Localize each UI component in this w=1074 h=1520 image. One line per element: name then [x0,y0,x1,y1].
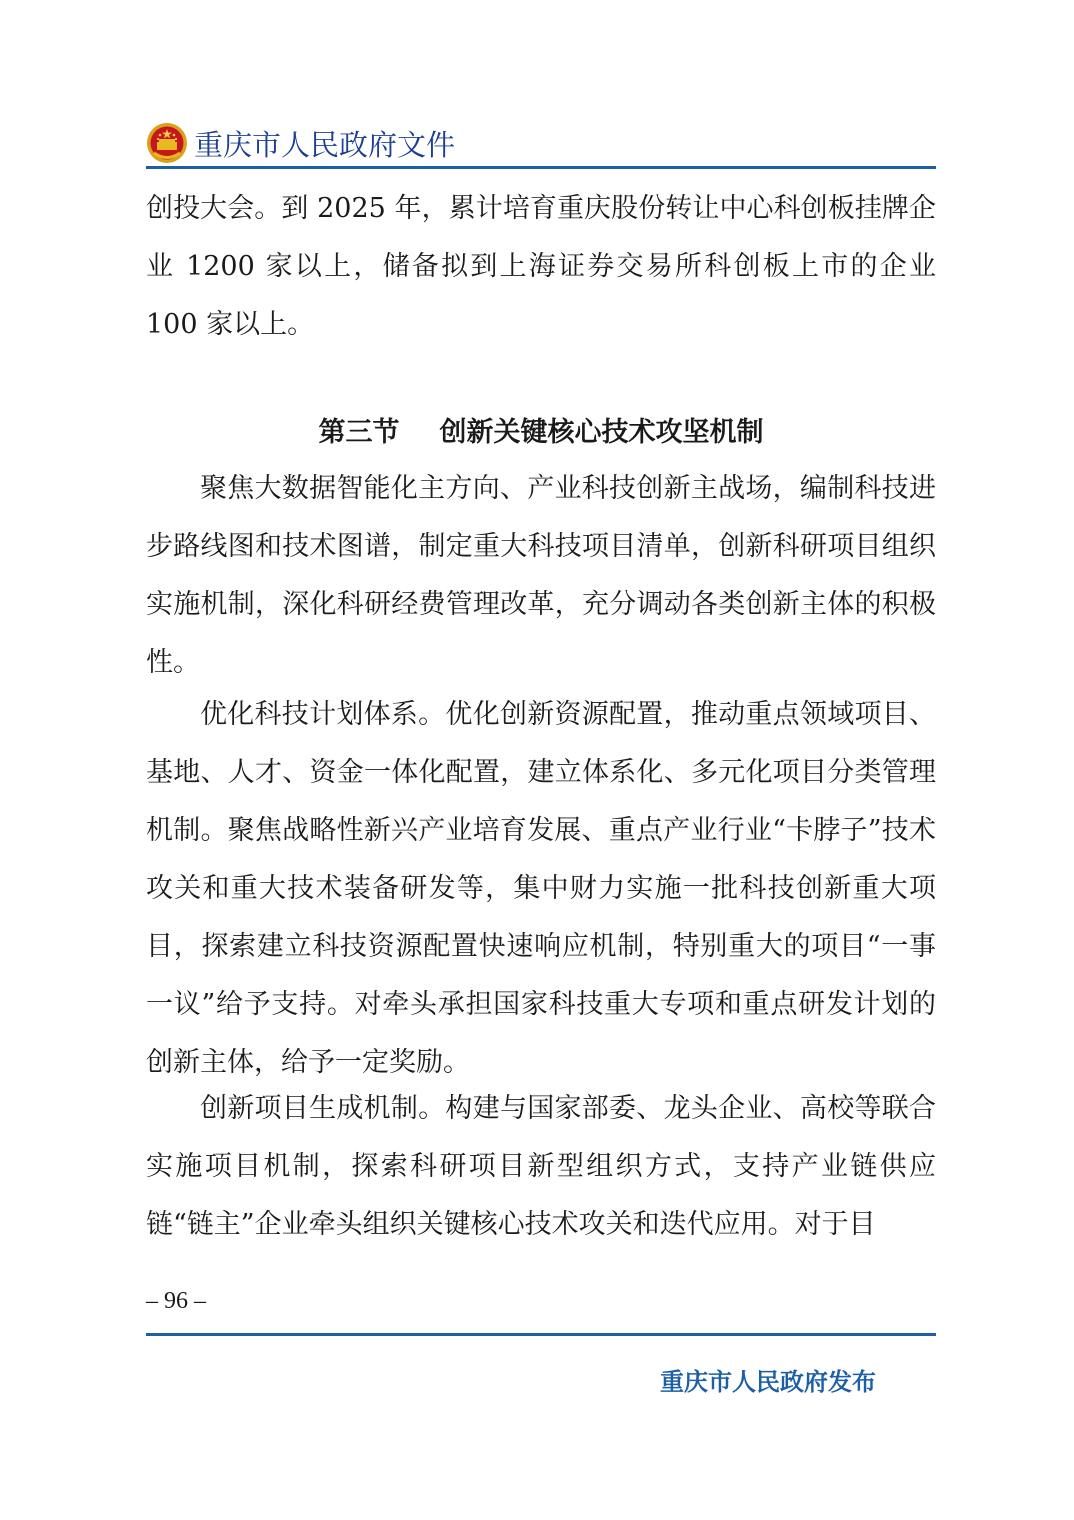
national-emblem-icon [146,122,188,164]
section-number: 第三节 [318,417,400,448]
document-title: 重庆市人民政府文件 [194,127,456,162]
header-divider [146,166,936,169]
footer-divider [146,1333,936,1336]
page-number: – 96 – [146,1288,206,1314]
body-paragraph: 聚焦大数据智能化主方向、产业科技创新主战场，编制科技进步路线图和技术图谱，制定重大科技项目清单，创新科研项目组织实施机制，深化科研经费管理改革，充分调动各类创新主体的积极性。 [146,473,936,678]
body-paragraph: 优化科技计划体系。优化创新资源配置，推动重点领域项目、基地、人才、资金一体化配置，建立体系化、多元化项目分类管理机制。聚焦战略性新兴产业培育发展、重点产业行业“卡脖子”技术攻关和重大技术装备研发等，集中财力实施一批科技创新重大项目，探索建立科技资源配置快速响应机制，特别重大的项目“一事一议”给予支持。对牵头承担国家科技重大专项和重点研发计划的创新主体，给予一定奖励。 [146,699,936,1078]
body-paragraph: 创新项目生成机制。构建与国家部委、龙头企业、高校等联合实施项目机制，探索科研项目新型组织方式，支持产业链供应链“链主”企业牵头组织关键核心技术攻关和迭代应用。对于目 [146,1093,936,1240]
section-title: 创新关键核心技术攻坚机制 [439,417,764,448]
section-heading [146,404,936,462]
footer-publisher: 重庆市人民政府发布 [660,1368,876,1396]
continuation-paragraph: 创投大会。到 2025 年，累计培育重庆股份转让中心科创板挂牌企业 1200 家以上，储备拟到上海证券交易所科创板上市的企业 100 家以上。 [146,193,936,340]
document-header [146,118,455,168]
